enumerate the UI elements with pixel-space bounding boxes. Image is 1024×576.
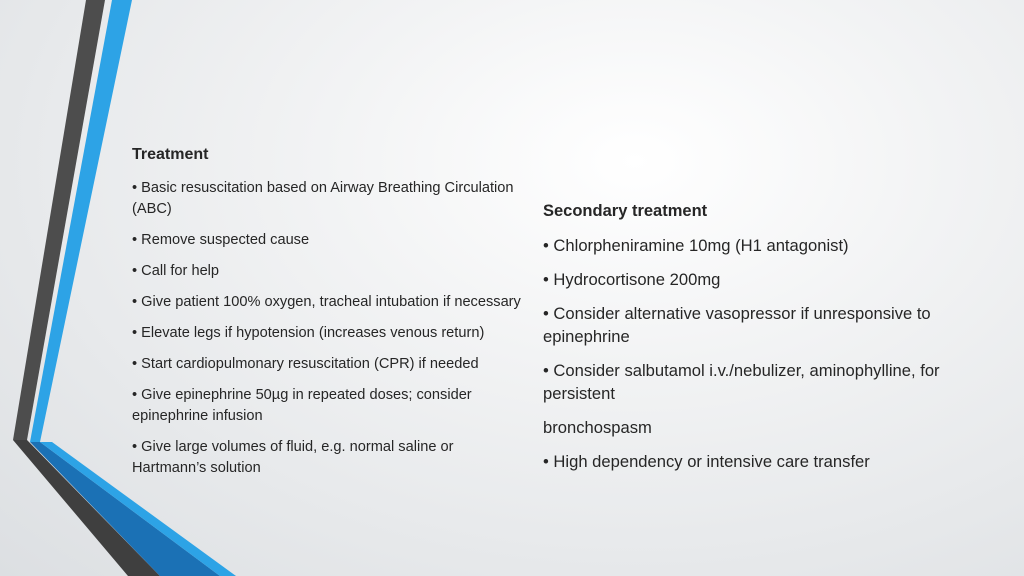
treatment-item [132, 385, 522, 427]
treatment-item [132, 323, 522, 344]
bullet: • [132, 387, 142, 403]
treatment-item-text: Call for help [141, 263, 220, 279]
bullet: • [543, 361, 554, 380]
secondary-treatment-item [543, 302, 953, 348]
bullet: • [132, 356, 142, 372]
bullet: • [132, 439, 142, 455]
treatment-item-text: Remove suspected cause [141, 232, 310, 248]
treatment-list [132, 178, 522, 479]
treatment-column [132, 146, 522, 489]
treatment-item [132, 230, 522, 251]
secondary-treatment-item [543, 416, 953, 439]
treatment-item [132, 354, 522, 375]
gray-stripe [13, 0, 105, 440]
bullet: • [132, 232, 142, 248]
treatment-item [132, 292, 522, 313]
secondary-treatment-item-text: bronchospasm [543, 418, 652, 437]
secondary-treatment-heading: Secondary treatment [543, 202, 708, 220]
bullet: • [543, 304, 554, 323]
secondary-treatment-item [543, 450, 953, 473]
treatment-item-text: Basic resuscitation based on Airway Breathing Circulation (ABC) [132, 180, 514, 217]
bullet: • [543, 452, 554, 471]
secondary-treatment-item-text: High dependency or intensive care transfer [553, 452, 870, 471]
secondary-treatment-item-text: Chlorpheniramine 10mg (H1 antagonist) [553, 236, 849, 255]
treatment-item [132, 437, 522, 479]
secondary-treatment-item-text: Hydrocortisone 200mg [553, 270, 721, 289]
secondary-treatment-list [543, 234, 953, 473]
bullet: • [132, 294, 142, 310]
treatment-item [132, 178, 522, 220]
treatment-item-text: Start cardiopulmonary resuscitation (CPR) if needed [141, 356, 479, 372]
treatment-item-text: Give large volumes of fluid, e.g. normal saline or Hartmann’s solution [132, 439, 454, 476]
bullet: • [132, 263, 142, 279]
treatment-item-text: Elevate legs if hypotension (increases venous return) [141, 325, 485, 341]
treatment-item-text: Give epinephrine 50µg in repeated doses; consider epinephrine infusion [132, 387, 472, 424]
secondary-treatment-column [543, 202, 953, 484]
secondary-treatment-item-text: Consider alternative vasopressor if unresponsive to epinephrine [543, 304, 931, 346]
bullet: • [132, 180, 142, 196]
treatment-heading: Treatment [132, 146, 209, 163]
treatment-item-text: Give patient 100% oxygen, tracheal intubation if necessary [141, 294, 521, 310]
bullet: • [543, 270, 554, 289]
treatment-item [132, 261, 522, 282]
secondary-treatment-item-text: Consider salbutamol i.v./nebulizer, aminophylline, for persistent [543, 361, 940, 403]
secondary-treatment-item [543, 234, 953, 257]
bullet: • [132, 325, 142, 341]
bullet: • [543, 236, 554, 255]
secondary-treatment-item [543, 359, 953, 405]
secondary-treatment-item [543, 268, 953, 291]
